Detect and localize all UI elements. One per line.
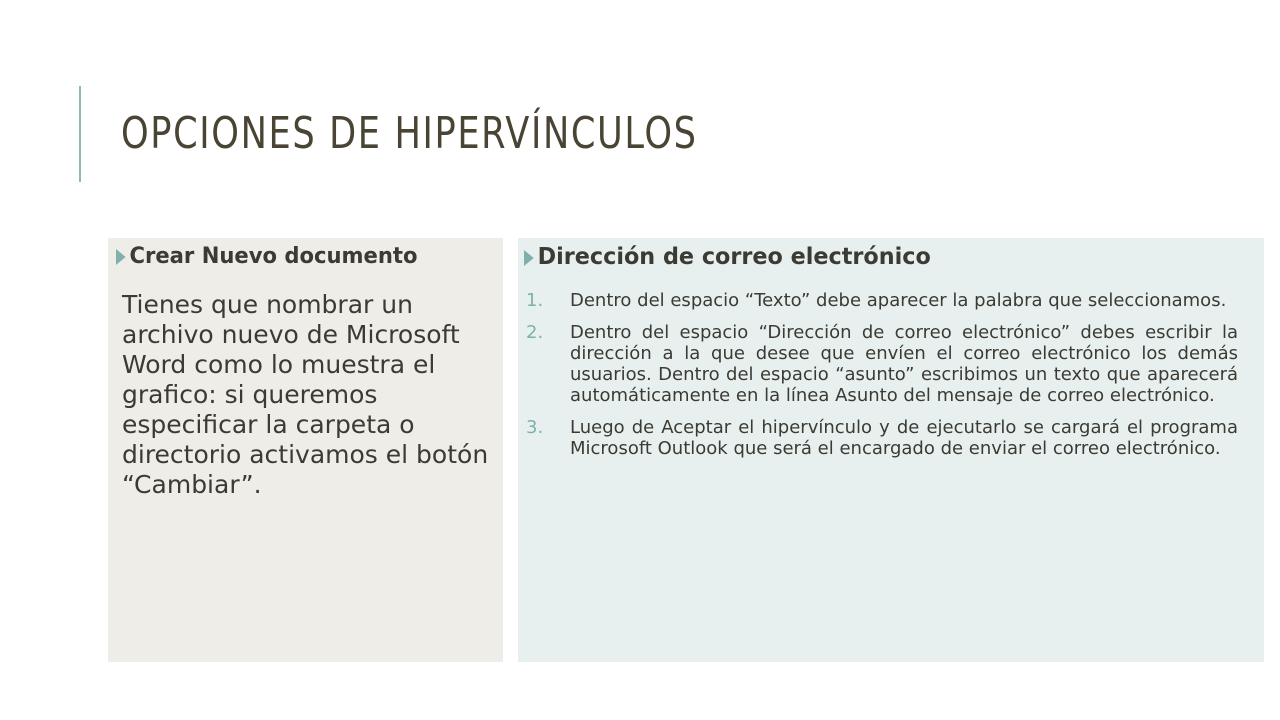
list-item	[526, 322, 1238, 406]
step-number: 3.	[526, 417, 544, 438]
step-number: 2.	[526, 322, 544, 343]
list-item	[526, 290, 1238, 311]
step-number: 1.	[526, 290, 544, 311]
right-panel	[518, 238, 1264, 662]
steps-list	[526, 290, 1238, 470]
left-panel-body: Tienes que nombrar un archivo nuevo de Microsoft Word como lo muestra el grafico: si queremos especificar la carpeta o directorio activamos el botón “Cambiar”.	[122, 290, 489, 499]
list-item	[526, 417, 1238, 459]
right-panel-heading-text: Dirección de correo electrónico	[537, 244, 931, 270]
step-text: Dentro del espacio “Dirección de correo electrónico” debes escribir la dirección a la que desee que envíen el correo electrónico los demás usuarios. Dentro del espacio “asunto” escribimos un texto que aparecerá automáticamente en la línea Asunto del mensaje de correo electrónico.	[570, 322, 1238, 406]
title-accent-bar	[79, 86, 81, 182]
left-panel-heading	[116, 244, 418, 269]
left-panel	[108, 238, 503, 662]
arrow-bullet-icon	[116, 249, 126, 265]
left-panel-heading-text: Crear Nuevo documento	[129, 244, 418, 269]
step-text: Dentro del espacio “Texto” debe aparecer la palabra que seleccionamos.	[570, 290, 1227, 311]
arrow-bullet-icon	[524, 250, 534, 266]
slide-title: OPCIONES DE HIPERVÍNCULOS	[121, 108, 698, 159]
step-text: Luego de Aceptar el hipervínculo y de ejecutarlo se cargará el programa Microsoft Outlook que será el encargado de enviar el correo electrónico.	[570, 417, 1238, 459]
right-panel-heading	[524, 244, 931, 270]
